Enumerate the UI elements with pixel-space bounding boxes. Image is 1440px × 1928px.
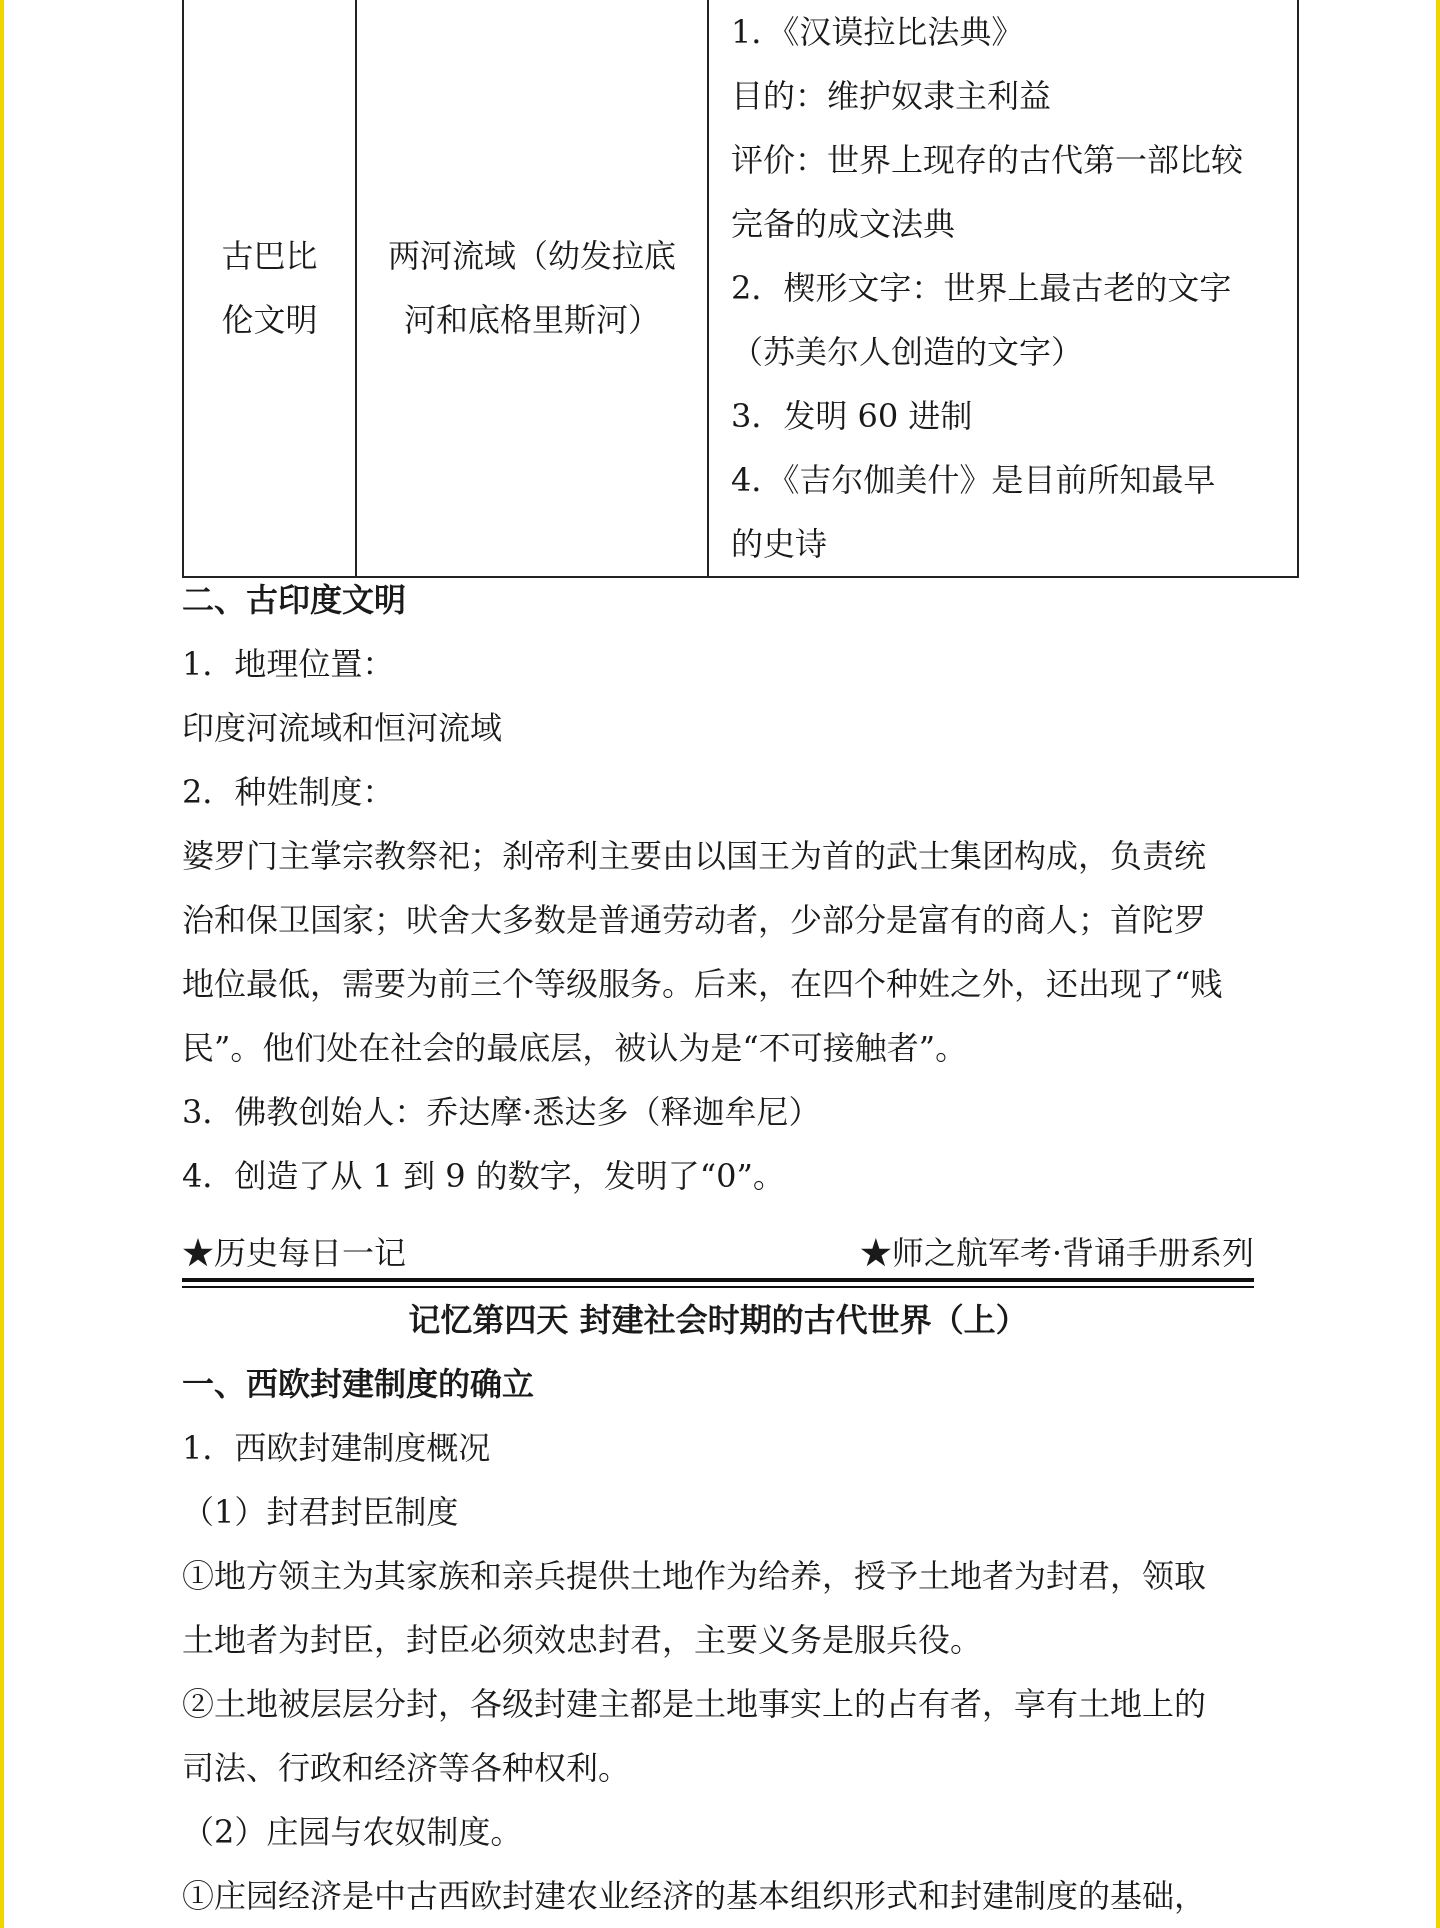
achievement-line: （苏美尔人创造的文字） bbox=[731, 333, 1084, 371]
geo-text: 印度河流域和恒河流域 bbox=[182, 709, 503, 747]
region-line: 河和底格里斯河） bbox=[403, 301, 660, 339]
paragraph-line: ②土地被层层分封，各级封建主都是土地事实上的占有者，享有土地上的 bbox=[182, 1685, 1207, 1723]
caste-line: 治和保卫国家；吠舍大多数是普通劳动者，少部分是富有的商人；首陀罗 bbox=[182, 901, 1207, 939]
civilization-table bbox=[182, 0, 1299, 578]
caste-label: 2．种姓制度： bbox=[182, 773, 395, 811]
caste-line: 地位最低，需要为前三个等级服务。后来，在四个种姓之外，还出现了“贱 bbox=[182, 965, 1223, 1003]
running-header-left: ★历史每日一记 bbox=[182, 1234, 407, 1272]
header-rule-thick bbox=[182, 1278, 1254, 1282]
subheading: 1．西欧封建制度概况 bbox=[182, 1429, 491, 1467]
running-header bbox=[182, 1228, 1254, 1278]
document-page bbox=[182, 0, 1254, 1915]
section-heading-feudal: 一、西欧封建制度的确立 bbox=[182, 1365, 535, 1403]
achievement-line: 目的：维护奴隶主利益 bbox=[731, 77, 1052, 115]
geo-label: 1．地理位置： bbox=[182, 645, 395, 683]
achievements-cell bbox=[708, 0, 1298, 577]
region-cell bbox=[356, 0, 708, 577]
achievement-line: 4．《吉尔伽美什》是目前所知最早 bbox=[731, 461, 1216, 499]
right-yellow-border bbox=[1436, 0, 1440, 1928]
header-rule-thin bbox=[182, 1286, 1254, 1288]
achievement-line: 评价：世界上现存的古代第一部比较 bbox=[731, 141, 1244, 179]
paragraph-line: 司法、行政和经济等各种权利。 bbox=[182, 1749, 631, 1787]
chapter-title: 记忆第四天 封建社会时期的古代世界（上） bbox=[408, 1301, 1028, 1339]
region-line: 两河流域（幼发拉底 bbox=[387, 237, 676, 275]
section-heading-india: 二、古印度文明 bbox=[182, 581, 407, 619]
buddha-text: 3．佛教创始人：乔达摩·悉达多（释迦牟尼） bbox=[182, 1093, 821, 1131]
achievement-line: 的史诗 bbox=[731, 525, 828, 563]
numbers-text: 4．创造了从 1 到 9 的数字，发明了“0”。 bbox=[182, 1157, 785, 1195]
subheading: （2）庄园与农奴制度。 bbox=[182, 1813, 523, 1851]
caste-line: 民”。他们处在社会的最底层，被认为是“不可接触者”。 bbox=[182, 1029, 968, 1067]
civilization-name-line: 古巴比 bbox=[221, 237, 318, 275]
left-yellow-border bbox=[0, 0, 4, 1928]
paragraph-line: ①地方领主为其家族和亲兵提供土地作为给养，授予土地者为封君，领取 bbox=[182, 1557, 1207, 1595]
civilization-name-cell bbox=[183, 0, 356, 577]
caste-line: 婆罗门主掌宗教祭祀；刹帝利主要由以国王为首的武士集团构成，负责统 bbox=[182, 837, 1207, 875]
subheading: （1）封君封臣制度 bbox=[182, 1493, 459, 1531]
table-row bbox=[183, 0, 1298, 577]
paragraph-line: 土地者为封臣，封臣必须效忠封君，主要义务是服兵役。 bbox=[182, 1621, 983, 1659]
civilization-name-line: 伦文明 bbox=[221, 301, 318, 339]
running-header-right: ★师之航军考·背诵手册系列 bbox=[859, 1234, 1254, 1272]
achievement-line: 3．发明 60 进制 bbox=[731, 397, 973, 435]
achievement-line: 完备的成文法典 bbox=[731, 205, 956, 243]
achievement-line: 1．《汉谟拉比法典》 bbox=[731, 13, 1024, 51]
achievement-line: 2．楔形文字：世界上最古老的文字 bbox=[731, 269, 1232, 307]
paragraph-line: ①庄园经济是中古西欧封建农业经济的基本组织形式和封建制度的基础， bbox=[182, 1877, 1207, 1915]
